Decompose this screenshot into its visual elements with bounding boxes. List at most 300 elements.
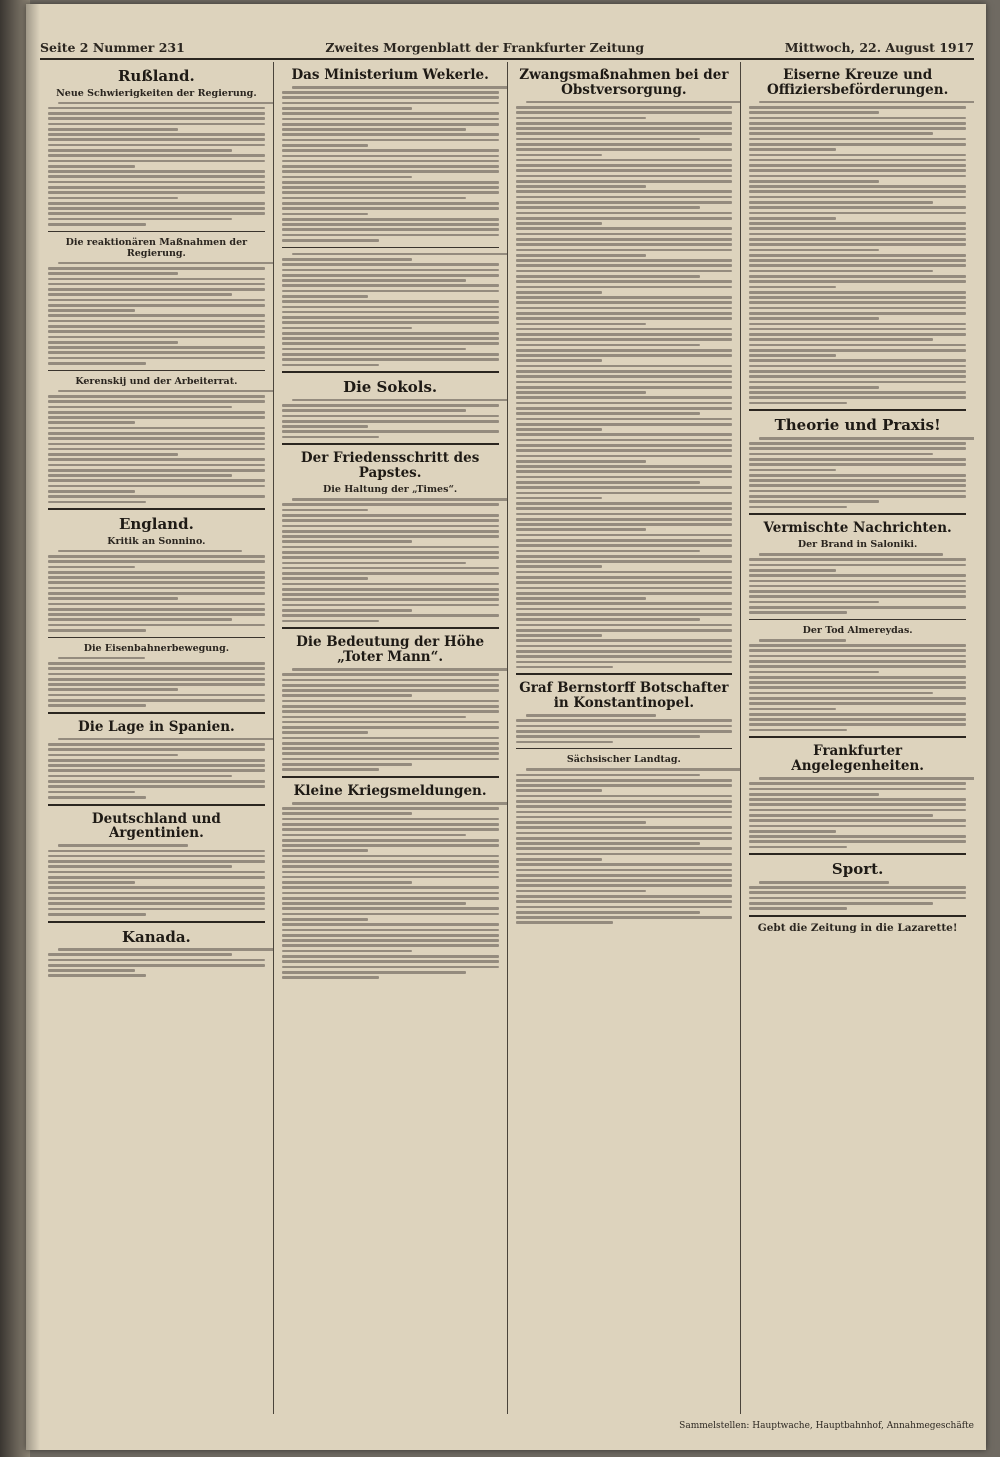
body-text-line: [282, 598, 499, 601]
body-text-line: [516, 312, 733, 315]
body-text-line: [749, 590, 966, 593]
article-headline: Sport.: [831, 860, 884, 879]
body-text-line: [48, 974, 146, 977]
body-text-line: [48, 175, 265, 178]
body-text-line: [516, 906, 733, 909]
body-text-line: [749, 238, 966, 241]
body-text-line: [48, 362, 146, 365]
body-text-line: [749, 365, 966, 368]
body-text-line: [48, 490, 135, 493]
body-text-line: [516, 784, 733, 787]
body-text-line: [516, 613, 733, 616]
body-text-line: [48, 791, 135, 794]
body-text-line: [282, 118, 499, 121]
body-text-line: [516, 264, 733, 267]
body-text-line: [48, 902, 265, 905]
body-text-line: [48, 144, 265, 147]
body-text-line: [282, 737, 499, 740]
body-text-line: [516, 890, 646, 893]
article-headline: Deutschland und Argentinien.: [91, 810, 221, 842]
article-divider: [516, 673, 733, 675]
body-text-line: [282, 907, 499, 910]
body-text-line: [526, 768, 742, 771]
body-text-line: [282, 747, 499, 750]
body-text-line: [749, 671, 879, 674]
body-text-line: [282, 170, 499, 173]
body-text-line: [48, 357, 265, 360]
body-text-line: [749, 891, 966, 894]
body-text-line: [282, 342, 499, 345]
body-text-line: [282, 311, 499, 314]
body-text-line: [48, 501, 146, 504]
body-text-line: [282, 614, 499, 617]
body-text-line: [282, 855, 499, 858]
body-text-line: [516, 555, 733, 558]
body-text-line: [749, 307, 966, 310]
body-text-line: [516, 847, 733, 850]
body-text-line: [48, 769, 265, 772]
body-text-line: [282, 509, 369, 512]
body-text-line: [282, 197, 466, 200]
body-text-line: [282, 572, 499, 575]
body-text-line: [58, 657, 145, 660]
body-text-line: [516, 608, 733, 611]
body-text-line: [282, 321, 499, 324]
body-text-line: [48, 764, 265, 767]
body-text-line: [516, 869, 733, 872]
body-text-line: [749, 564, 966, 567]
body-text-line: [282, 128, 466, 131]
body-text-line: [292, 253, 508, 256]
article-headline: Theorie und Praxis!: [774, 416, 941, 435]
body-text-line: [749, 333, 966, 336]
article-body: [48, 844, 265, 915]
body-text-line: [48, 704, 146, 707]
body-text-line: [48, 748, 265, 751]
body-text-line: [48, 427, 265, 430]
body-text-line: [282, 918, 369, 921]
body-text-line: [282, 844, 499, 847]
body-text-line: [749, 117, 966, 120]
body-text-line: [48, 278, 265, 281]
body-text-line: [516, 624, 733, 627]
body-text-line: [749, 217, 836, 220]
body-text-line: [282, 269, 499, 272]
body-text-line: [516, 249, 733, 252]
body-text-line: [282, 726, 499, 729]
body-text-line: [749, 803, 966, 806]
article-body: [749, 101, 966, 405]
body-text-line: [282, 742, 499, 745]
body-text-line: [48, 283, 265, 286]
body-text-line: [282, 96, 499, 99]
body-text-line: [516, 328, 733, 331]
issue-date: Mittwoch, 22. August 1917: [784, 39, 974, 55]
article-body: [749, 777, 966, 848]
body-text-line: [516, 592, 733, 595]
body-text-line: [759, 101, 974, 104]
body-text-line: [48, 754, 178, 757]
body-text-line: [282, 332, 499, 335]
body-text-line: [48, 165, 135, 168]
body-text-line: [48, 587, 265, 590]
body-text-line: [282, 514, 499, 517]
article-divider: [282, 371, 499, 373]
body-text-line: [516, 539, 733, 542]
body-text-line: [282, 944, 499, 947]
body-text-line: [282, 436, 380, 439]
body-text-line: [48, 351, 265, 354]
article-body: [48, 550, 265, 632]
body-text-line: [282, 823, 499, 826]
body-text-line: [516, 455, 733, 458]
body-text-line: [516, 396, 733, 399]
body-text-line: [282, 284, 499, 287]
body-text-line: [516, 449, 733, 452]
body-text-line: [749, 270, 933, 273]
body-text-line: [749, 569, 836, 572]
body-text-line: [516, 418, 733, 421]
body-text-line: [282, 430, 499, 433]
body-text-line: [516, 661, 733, 664]
body-text-line: [282, 165, 499, 168]
body-text-line: [48, 613, 265, 616]
body-text-line: [749, 506, 847, 509]
body-text-line: [516, 291, 603, 294]
body-text-line: [282, 705, 499, 708]
body-text-line: [749, 585, 966, 588]
body-text-line: [749, 212, 966, 215]
body-text-line: [48, 608, 265, 611]
article-headline: Die Lage in Spanien.: [78, 718, 235, 735]
body-text-line: [749, 723, 966, 726]
article-body: [749, 881, 966, 910]
body-text-line: [516, 497, 603, 500]
body-text-line: [749, 201, 933, 204]
body-text-line: [282, 348, 466, 351]
article-divider: [282, 247, 499, 248]
body-text-line: [749, 301, 966, 304]
body-text-line: [48, 267, 265, 270]
body-text-line: [516, 774, 700, 777]
body-text-line: [516, 800, 733, 803]
body-text-line: [282, 202, 499, 205]
article-body: [282, 253, 499, 367]
body-text-line: [516, 349, 733, 352]
body-text-line: [48, 624, 265, 627]
body-text-line: [516, 132, 733, 135]
body-text-line: [516, 344, 700, 347]
body-text-line: [282, 295, 369, 298]
body-text-line: [48, 629, 146, 632]
body-text-line: [282, 337, 499, 340]
body-text-line: [48, 112, 265, 115]
body-text-line: [749, 138, 966, 141]
body-text-line: [749, 702, 966, 705]
body-text-line: [749, 814, 933, 817]
body-text-line: [516, 811, 733, 814]
body-text-line: [48, 325, 265, 328]
body-text-line: [282, 415, 499, 418]
body-text-line: [48, 448, 265, 451]
article-divider: [282, 627, 499, 629]
body-text-line: [516, 618, 700, 621]
body-text-line: [282, 535, 499, 538]
body-text-line: [516, 832, 733, 835]
body-text-line: [516, 826, 733, 829]
body-text-line: [48, 743, 265, 746]
body-text-line: [58, 390, 274, 393]
body-text-line: [749, 386, 879, 389]
body-text-line: [749, 490, 966, 493]
body-text-line: [516, 476, 733, 479]
body-text-line: [749, 676, 966, 679]
body-text-line: [516, 900, 733, 903]
article-body: [48, 738, 265, 799]
article-body: [48, 102, 265, 226]
body-text-line: [282, 263, 499, 266]
body-text-line: [282, 955, 499, 958]
body-text-line: [48, 416, 265, 419]
body-text-line: [749, 840, 966, 843]
body-text-line: [48, 495, 265, 498]
body-text-line: [749, 453, 933, 456]
body-text-line: [282, 234, 499, 237]
body-text-line: [282, 133, 499, 136]
body-text-line: [749, 835, 966, 838]
body-text-line: [48, 197, 178, 200]
body-text-line: [48, 437, 265, 440]
body-text-line: [48, 421, 135, 424]
body-text-line: [282, 812, 412, 815]
body-text-line: [516, 795, 733, 798]
body-text-line: [48, 346, 265, 349]
body-text-line: [48, 897, 265, 900]
body-text-line: [516, 916, 733, 919]
body-text-line: [282, 768, 380, 771]
body-text-line: [292, 399, 508, 402]
article-subhead: Der Tod Almereydas.: [802, 624, 913, 636]
body-text-line: [282, 91, 499, 94]
body-text-line: [282, 620, 380, 623]
body-text-line: [759, 437, 974, 440]
body-text-line: [282, 710, 499, 713]
body-text-line: [516, 159, 733, 162]
body-text-line: [516, 481, 700, 484]
body-text-line: [48, 330, 265, 333]
body-text-line: [516, 433, 733, 436]
body-text-line: [48, 411, 265, 414]
body-text-line: [749, 122, 966, 125]
body-text-line: [749, 249, 879, 252]
article-divider: [749, 619, 966, 620]
body-text-line: [282, 849, 369, 852]
body-text-line: [516, 423, 733, 426]
body-text-line: [749, 148, 836, 151]
collection-points: Sammelstellen: Hauptwache, Hauptbahnhof, Annahmegeschäfte: [679, 1421, 974, 1431]
article-headline: Das Ministerium Wekerle.: [291, 67, 489, 83]
article-body: [48, 657, 265, 707]
body-text-line: [282, 353, 499, 356]
body-text-line: [48, 688, 178, 691]
article-subhead: Der Brand in Saloniki.: [797, 539, 918, 551]
body-text-line: [48, 272, 178, 275]
body-text-line: [516, 143, 733, 146]
body-text-line: [516, 201, 733, 204]
body-text-line: [48, 458, 265, 461]
body-text-line: [516, 645, 733, 648]
body-text-line: [292, 498, 508, 501]
article-divider: [48, 637, 265, 638]
body-text-line: [516, 217, 733, 220]
body-text-line: [516, 275, 700, 278]
body-text-line: [48, 464, 265, 467]
body-text-line: [516, 921, 614, 924]
body-text-line: [48, 288, 265, 291]
body-text-line: [282, 950, 412, 953]
body-text-line: [516, 402, 733, 405]
article-body: [516, 714, 733, 743]
body-text-line: [58, 550, 242, 553]
article-subhead: Die reaktionären Maßnahmen der Regierung.: [65, 236, 248, 259]
article-divider: [48, 804, 265, 806]
body-text-line: [282, 327, 412, 330]
body-text-line: [516, 650, 733, 653]
body-text-line: [749, 886, 966, 889]
body-text-line: [282, 409, 466, 412]
article-body: [48, 262, 265, 365]
body-text-line: [48, 309, 135, 312]
body-text-line: [282, 228, 499, 231]
body-text-line: [516, 296, 733, 299]
body-text-line: [48, 170, 265, 173]
body-text-line: [749, 681, 966, 684]
body-text-line: [516, 354, 733, 357]
body-text-line: [749, 338, 933, 341]
body-text-line: [282, 546, 499, 549]
body-text-line: [516, 243, 733, 246]
body-text-line: [516, 254, 646, 257]
body-text-line: [282, 960, 499, 963]
body-text-line: [749, 718, 966, 721]
body-text-line: [759, 777, 974, 780]
body-text-line: [282, 700, 499, 703]
body-text-line: [526, 101, 742, 104]
body-text-line: [516, 523, 733, 526]
body-text-line: [516, 196, 733, 199]
body-text-line: [749, 500, 879, 503]
body-text-line: [282, 300, 499, 303]
body-text-line: [749, 159, 966, 162]
body-text-line: [282, 684, 499, 687]
body-text-line: [48, 453, 178, 456]
body-text-line: [749, 227, 966, 230]
body-text-line: [48, 154, 265, 157]
body-text-line: [48, 123, 265, 126]
body-text-line: [48, 576, 265, 579]
body-text-line: [749, 164, 966, 167]
body-text-line: [58, 844, 188, 847]
body-text-line: [516, 719, 733, 722]
body-text-line: [282, 673, 499, 676]
body-text-line: [48, 186, 265, 189]
body-text-line: [749, 312, 966, 315]
body-text-line: [282, 239, 380, 242]
body-text-line: [759, 881, 889, 884]
body-text-line: [282, 562, 466, 565]
body-text-line: [48, 796, 146, 799]
body-text-line: [48, 443, 265, 446]
body-text-line: [282, 149, 499, 152]
body-text-line: [749, 819, 966, 822]
body-text-line: [516, 655, 733, 658]
article-body: [48, 948, 265, 977]
text-columns: [40, 62, 974, 1414]
body-text-line: [516, 122, 733, 125]
article-headline: Eiserne Kreuze und Offiziersbeförderungen.: [766, 67, 949, 98]
article-subhead: Die Haltung der „Times“.: [323, 484, 458, 496]
body-text-line: [749, 447, 966, 450]
body-text-line: [516, 307, 733, 310]
article-headline: Zwangsmaßnahmen bei der Obstversorgung.: [519, 67, 729, 98]
body-text-line: [749, 574, 966, 577]
body-text-line: [759, 553, 943, 556]
body-text-line: [749, 692, 933, 695]
body-text-line: [48, 953, 232, 956]
body-text-line: [48, 474, 232, 477]
body-text-line: [282, 892, 499, 895]
body-text-line: [282, 913, 499, 916]
body-text-line: [516, 666, 614, 669]
body-text-line: [516, 528, 646, 531]
body-text-line: [516, 858, 603, 861]
body-text-line: [48, 191, 265, 194]
body-text-line: [749, 708, 836, 711]
body-text-line: [516, 486, 733, 489]
body-text-line: [749, 180, 879, 183]
body-text-line: [516, 837, 733, 840]
body-text-line: [749, 370, 966, 373]
body-text-line: [516, 164, 733, 167]
body-text-line: [749, 463, 966, 466]
body-text-line: [516, 180, 733, 183]
body-text-line: [282, 939, 499, 942]
article-divider: [282, 443, 499, 445]
article-subhead: Kerenskij und der Arbeiterrat.: [75, 375, 238, 387]
body-text-line: [516, 111, 733, 114]
body-text-line: [749, 660, 966, 663]
body-text-line: [48, 400, 265, 403]
body-text-line: [749, 606, 966, 609]
footer-divider: [749, 915, 966, 917]
body-text-line: [516, 597, 646, 600]
body-text-line: [749, 644, 966, 647]
article-body: [749, 437, 966, 508]
body-text-line: [48, 432, 265, 435]
body-text-line: [749, 111, 879, 114]
body-text-line: [749, 846, 847, 849]
body-text-line: [48, 395, 265, 398]
body-text-line: [516, 465, 733, 468]
body-text-line: [48, 555, 265, 558]
body-text-line: [516, 735, 700, 738]
body-text-line: [516, 444, 733, 447]
body-text-line: [48, 855, 265, 858]
body-text-line: [516, 629, 733, 632]
article-body: [282, 668, 499, 771]
body-text-line: [48, 469, 265, 472]
body-text-line: [749, 349, 966, 352]
